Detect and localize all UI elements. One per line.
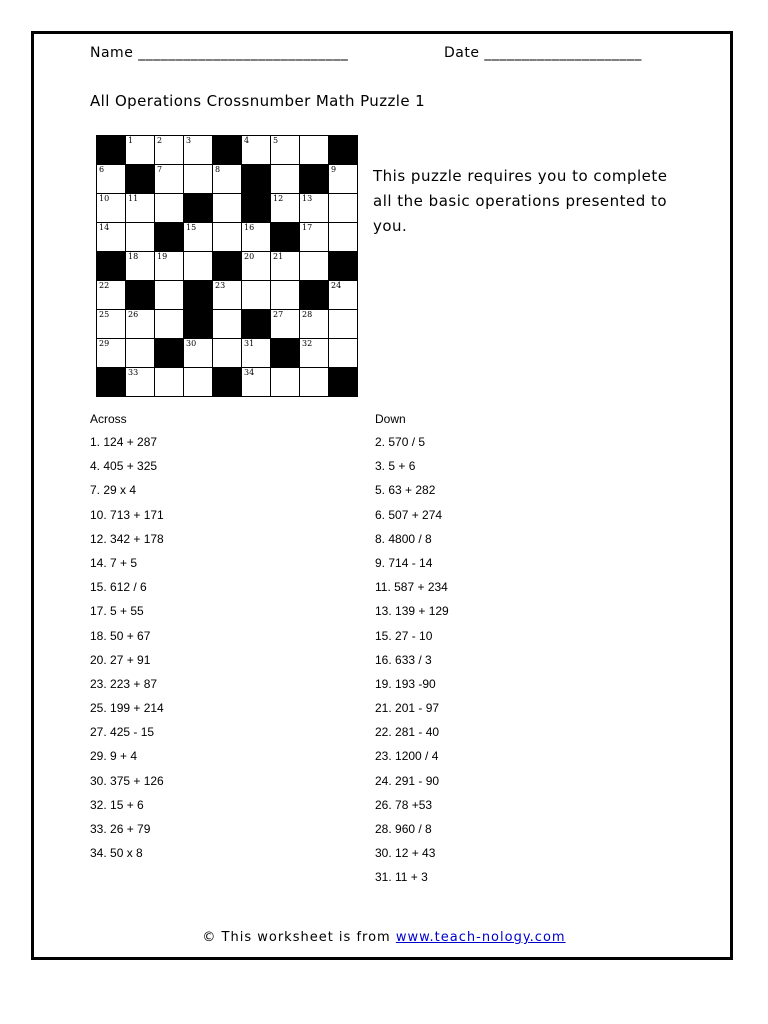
grid-cell[interactable] — [184, 368, 213, 397]
grid-cell[interactable] — [126, 339, 155, 368]
cell-number: 15 — [186, 223, 197, 232]
cell-number: 19 — [157, 252, 168, 261]
grid-cell-black — [213, 136, 242, 165]
cell-number: 34 — [244, 368, 255, 377]
grid-cell[interactable] — [271, 136, 300, 165]
grid-cell[interactable] — [271, 368, 300, 397]
grid-cell[interactable] — [155, 281, 184, 310]
grid-cell-black — [242, 194, 271, 223]
grid-cell[interactable] — [155, 252, 184, 281]
grid-cell[interactable] — [329, 310, 358, 339]
grid-cell[interactable] — [155, 136, 184, 165]
cell-number: 18 — [128, 252, 139, 261]
across-clue: 17. 5 + 55 — [90, 604, 144, 619]
down-heading: Down — [375, 412, 406, 426]
crossnumber-grid — [96, 135, 358, 397]
grid-cell[interactable] — [213, 281, 242, 310]
down-clue: 31. 11 + 3 — [375, 870, 428, 885]
cell-number: 20 — [244, 252, 255, 261]
across-clue: 10. 713 + 171 — [90, 507, 164, 522]
across-clue: 12. 342 + 178 — [90, 531, 164, 546]
grid-cell-black — [271, 223, 300, 252]
cell-number: 9 — [331, 165, 337, 174]
cell-number: 17 — [302, 223, 313, 232]
across-clue: 14. 7 + 5 — [90, 555, 138, 570]
cell-number: 27 — [273, 310, 284, 319]
cell-number: 2 — [157, 136, 163, 145]
grid-cell[interactable] — [329, 165, 358, 194]
down-clue: 21. 201 - 97 — [375, 701, 440, 716]
cell-number: 28 — [302, 310, 313, 319]
cell-number: 4 — [244, 136, 250, 145]
grid-cell[interactable] — [300, 223, 329, 252]
puzzle-description: This puzzle requires you to complete all the basic operations presented to you. — [373, 167, 668, 235]
grid-cell[interactable] — [126, 136, 155, 165]
cell-number: 5 — [273, 136, 279, 145]
down-clue: 16. 633 / 3 — [375, 652, 432, 667]
grid-cell[interactable] — [97, 310, 126, 339]
footer-text: © This worksheet is from — [202, 930, 396, 945]
cell-number: 14 — [99, 223, 110, 232]
grid-cell[interactable] — [300, 310, 329, 339]
grid-cell[interactable] — [329, 223, 358, 252]
grid-cell[interactable] — [97, 194, 126, 223]
grid-cell[interactable] — [329, 339, 358, 368]
grid-cell[interactable] — [213, 339, 242, 368]
grid-cell-black — [97, 136, 126, 165]
grid-cell[interactable] — [155, 368, 184, 397]
grid-cell-black — [126, 165, 155, 194]
grid-cell[interactable] — [329, 194, 358, 223]
grid-cell[interactable] — [300, 194, 329, 223]
grid-cell-black — [184, 310, 213, 339]
grid-cell[interactable] — [242, 368, 271, 397]
grid-cell[interactable] — [97, 339, 126, 368]
grid-cell-black — [329, 136, 358, 165]
cell-number: 6 — [99, 165, 105, 174]
grid-cell-black — [213, 368, 242, 397]
grid-cell-black — [213, 252, 242, 281]
down-clue: 5. 63 + 282 — [375, 483, 436, 498]
grid-cell[interactable] — [242, 136, 271, 165]
grid-cell[interactable] — [126, 194, 155, 223]
across-clue: 33. 26 + 79 — [90, 822, 151, 836]
across-clue: 29. 9 + 4 — [90, 749, 138, 764]
down-clues — [375, 410, 449, 892]
grid-cell[interactable] — [242, 223, 271, 252]
grid-cell[interactable] — [300, 368, 329, 397]
grid-cell-black — [97, 368, 126, 397]
down-clue: 13. 139 + 129 — [375, 604, 449, 619]
down-clue: 9. 714 - 14 — [375, 555, 433, 570]
grid-cell[interactable] — [213, 165, 242, 194]
date-field-label: Date _____________________ — [444, 45, 642, 61]
cell-number: 33 — [128, 368, 139, 377]
cell-number: 21 — [273, 252, 284, 261]
cell-number: 23 — [215, 281, 226, 290]
grid-cell-black — [242, 310, 271, 339]
grid-cell[interactable] — [300, 136, 329, 165]
grid-cell[interactable] — [126, 310, 155, 339]
grid-cell-black — [300, 165, 329, 194]
grid-cell-black — [271, 339, 300, 368]
grid-cell[interactable] — [271, 310, 300, 339]
grid-cell[interactable] — [271, 281, 300, 310]
grid-cell[interactable] — [300, 252, 329, 281]
cell-number: 1 — [128, 136, 134, 145]
grid-cell-black — [300, 281, 329, 310]
cell-number: 24 — [331, 281, 342, 290]
cell-number: 11 — [128, 194, 139, 203]
grid-cell-black — [155, 339, 184, 368]
grid-cell-black — [155, 223, 184, 252]
across-clue: 23. 223 + 87 — [90, 676, 158, 691]
grid-cell[interactable] — [213, 310, 242, 339]
grid-cell-black — [242, 165, 271, 194]
cell-number: 25 — [99, 310, 110, 319]
down-clue: 30. 12 + 43 — [375, 846, 436, 861]
grid-cell[interactable] — [184, 165, 213, 194]
down-clue: 26. 78 +53 — [375, 797, 433, 812]
down-clue: 24. 291 - 90 — [375, 773, 440, 788]
across-clue: 25. 199 + 214 — [90, 701, 164, 716]
cell-number: 32 — [302, 339, 313, 348]
grid-cell-black — [97, 252, 126, 281]
down-clue: 23. 1200 / 4 — [375, 749, 439, 764]
cell-number: 7 — [157, 165, 163, 174]
grid-cell-black — [184, 281, 213, 310]
grid-cell[interactable] — [271, 252, 300, 281]
cell-number: 22 — [99, 281, 110, 290]
across-clue: 34. 50 x 8 — [90, 846, 143, 861]
across-clue: 30. 375 + 126 — [90, 773, 164, 788]
grid-cell[interactable] — [213, 223, 242, 252]
grid-cell[interactable] — [213, 194, 242, 223]
across-clue: 1. 124 + 287 — [90, 435, 158, 449]
grid-cell[interactable] — [329, 281, 358, 310]
down-clue: 19. 193 -90 — [375, 676, 436, 691]
cell-number: 13 — [302, 194, 313, 203]
across-heading: Across — [90, 412, 127, 426]
cell-number: 10 — [99, 194, 110, 203]
cell-number: 30 — [186, 339, 197, 348]
grid-cell[interactable] — [126, 252, 155, 281]
cell-number: 26 — [128, 310, 139, 319]
grid-cell[interactable] — [126, 223, 155, 252]
grid-cell-black — [329, 252, 358, 281]
across-clue: 18. 50 + 67 — [90, 628, 151, 643]
down-clue: 15. 27 - 10 — [375, 628, 433, 643]
page-title: All Operations Crossnumber Math Puzzle 1 — [90, 92, 426, 110]
grid-cell-black — [329, 368, 358, 397]
cell-number: 3 — [186, 136, 192, 145]
grid-cell[interactable] — [184, 136, 213, 165]
cell-number: 8 — [215, 165, 221, 174]
down-clue: 22. 281 - 40 — [375, 725, 440, 740]
grid-cell[interactable] — [242, 252, 271, 281]
grid-cell[interactable] — [242, 281, 271, 310]
across-clue: 20. 27 + 91 — [90, 652, 151, 667]
cell-number: 12 — [273, 194, 284, 203]
across-clue: 15. 612 / 6 — [90, 580, 147, 595]
grid-cell[interactable] — [97, 281, 126, 310]
across-clue: 27. 425 - 15 — [90, 725, 155, 740]
across-clues — [90, 410, 164, 867]
grid-cell[interactable] — [126, 368, 155, 397]
grid-cell[interactable] — [184, 252, 213, 281]
cell-number: 16 — [244, 223, 255, 232]
grid-cell-black — [126, 281, 155, 310]
grid-cell[interactable] — [155, 310, 184, 339]
grid-cell-black — [184, 194, 213, 223]
grid-cell[interactable] — [271, 194, 300, 223]
footer — [0, 930, 768, 945]
grid-cell[interactable] — [184, 223, 213, 252]
down-clue: 11. 587 + 234 — [375, 580, 448, 595]
down-clue: 3. 5 + 6 — [375, 459, 416, 474]
grid-cell[interactable] — [300, 339, 329, 368]
grid-cell[interactable] — [242, 339, 271, 368]
down-clue: 8. 4800 / 8 — [375, 531, 432, 546]
down-clue: 6. 507 + 274 — [375, 507, 443, 522]
cell-number: 31 — [244, 339, 255, 348]
grid-cell[interactable] — [155, 194, 184, 223]
grid-cell[interactable] — [97, 165, 126, 194]
grid-cell[interactable] — [155, 165, 184, 194]
across-clue: 32. 15 + 6 — [90, 797, 144, 812]
down-clue: 28. 960 / 8 — [375, 822, 432, 836]
across-clue: 4. 405 + 325 — [90, 459, 158, 474]
across-clue: 7. 29 x 4 — [90, 483, 137, 498]
footer-link[interactable]: www.teach-nology.com — [395, 930, 566, 945]
cell-number: 29 — [99, 339, 110, 348]
name-field-label: Name ____________________________ — [90, 45, 349, 61]
grid-cell[interactable] — [184, 339, 213, 368]
down-clue: 2. 570 / 5 — [375, 435, 426, 449]
grid-cell[interactable] — [271, 165, 300, 194]
grid-cell[interactable] — [97, 223, 126, 252]
